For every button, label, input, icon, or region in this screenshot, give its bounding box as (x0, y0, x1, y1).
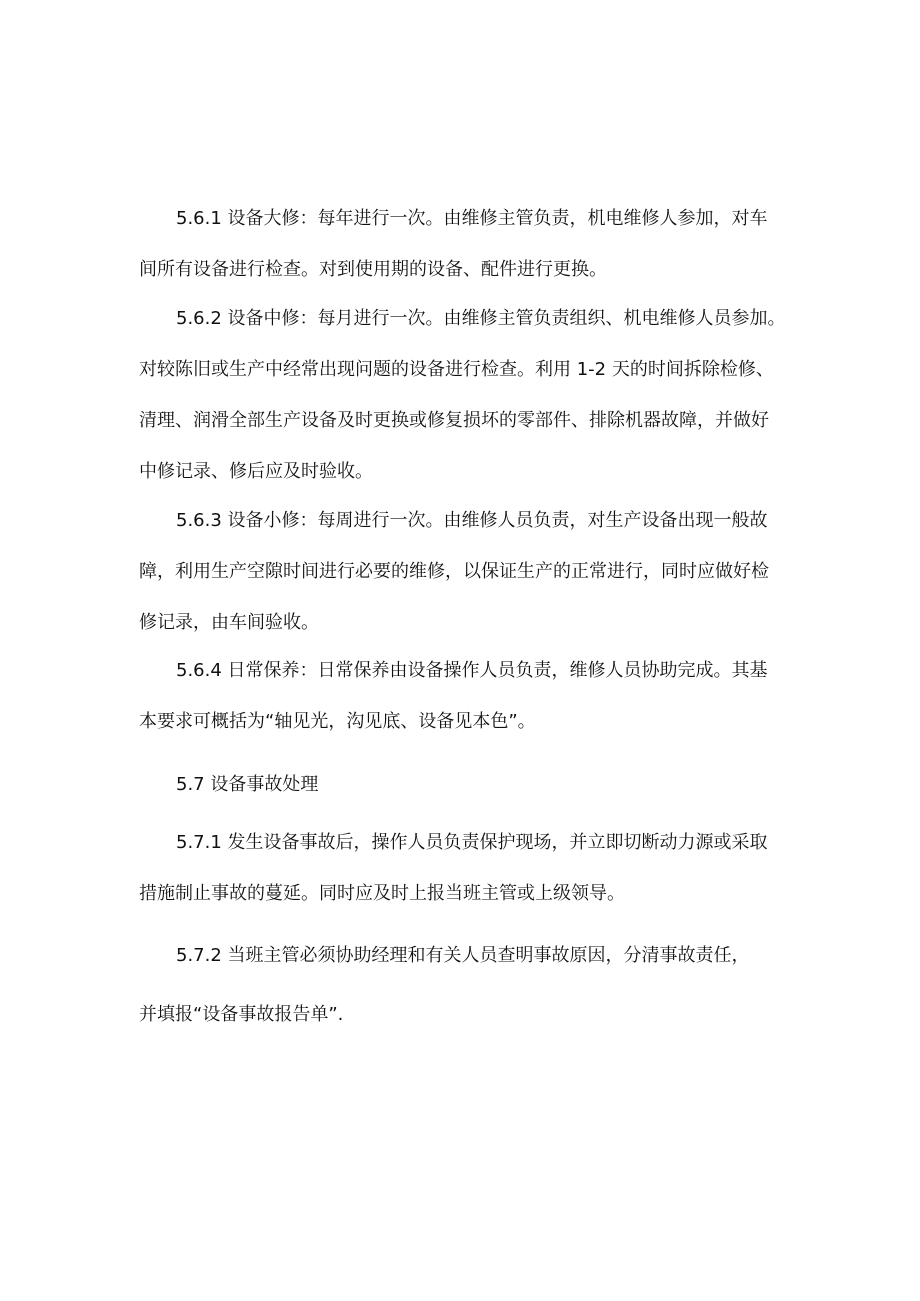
paragraph-5-7-2-continued (139, 1002, 799, 1027)
paragraph-line: 清理、润滑全部生产设备及时更换或修复损坏的零部件、排除机器故障，并做好 (139, 410, 769, 431)
paragraph-line: 本要求可概括为“轴见光，沟见底、设备见本色”。 (139, 711, 536, 732)
paragraph-5-7-2 (139, 943, 799, 968)
paragraph-line: 修记录，由车间验收。 (139, 612, 319, 633)
paragraph-line: 中修记录、修后应及时验收。 (139, 461, 373, 482)
paragraph-line: 间所有设备进行检查。对到使用期的设备、配件进行更换。 (139, 259, 607, 280)
paragraph-5-7-1 (139, 830, 799, 906)
paragraph-line: 并填报“设备事故报告单”. (139, 1004, 344, 1025)
paragraph-line: 措施制止事故的蔓延。同时应及时上报当班主管或上级领导。 (139, 883, 625, 904)
paragraph-line: 5.6.4 日常保养：日常保养由设备操作人员负责，维修人员协助完成。其基 (176, 660, 768, 681)
paragraph-line: 5.6.1 设备大修：每年进行一次。由维修主管负责，机电维修人参加，对车 (176, 208, 768, 229)
paragraph-5-6-3 (139, 508, 799, 635)
paragraph-line: 5.6.3 设备小修：每周进行一次。由维修人员负责，对生产设备出现一般故 (176, 510, 768, 531)
paragraph-5-6-1 (139, 206, 799, 282)
paragraph-line: 障，利用生产空隙时间进行必要的维修，以保证生产的正常进行，同时应做好检 (139, 561, 769, 582)
paragraph-5-6-4 (139, 658, 799, 734)
paragraph-5-6-2 (139, 306, 799, 484)
paragraph-line: 对较陈旧或生产中经常出现问题的设备进行检查。利用 1-2 天的时间拆除检修、 (139, 359, 774, 380)
section-heading-5-7 (139, 772, 799, 797)
section-heading: 5.7 设备事故处理 (176, 774, 319, 795)
paragraph-line: 5.6.2 设备中修：每月进行一次。由维修主管负责组织、机电维修人员参加。 (176, 308, 786, 329)
paragraph-line: 5.7.1 发生设备事故后，操作人员负责保护现场，并立即切断动力源或采取 (176, 832, 768, 853)
paragraph-line: 5.7.2 当班主管必须协助经理和有关人员查明事故原因，分清事故责任， (176, 945, 750, 966)
